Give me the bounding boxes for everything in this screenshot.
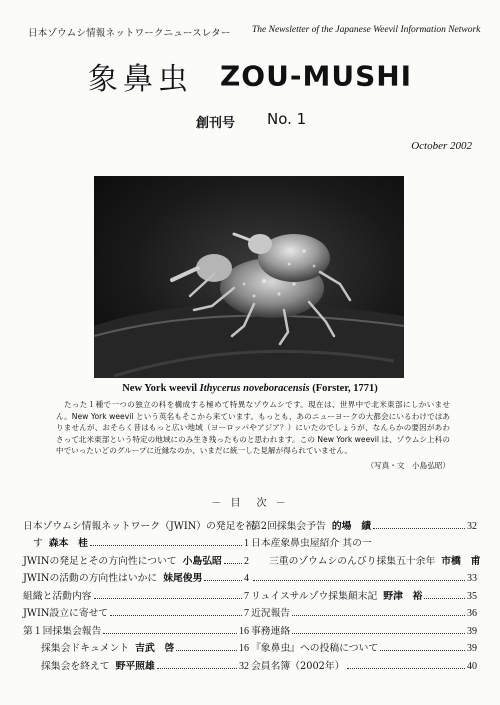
toc-leader-dots <box>224 562 242 564</box>
toc-entry-author: 野平照雄 <box>115 660 155 672</box>
toc-entry-author: 妹尾俊男 <box>163 573 203 584</box>
toc-entry-author: 的場 績 <box>331 520 371 532</box>
toc-entry <box>251 549 481 567</box>
toc-entry-page: 40 <box>467 660 477 672</box>
weevil-illustration <box>94 176 404 378</box>
toc-entry-page: 36 <box>467 608 477 619</box>
toc-leader-dots <box>424 597 465 599</box>
toc-entry <box>23 602 249 620</box>
toc-entry-author: 吉武 啓 <box>135 643 175 654</box>
toc-entry-title: 第2回採集会予告 <box>251 520 326 532</box>
toc-leader-dots <box>103 632 237 634</box>
toc-entry-page: 7 <box>244 590 249 602</box>
toc-entry <box>251 584 477 602</box>
toc-leader-dots <box>380 649 465 651</box>
toc-entry <box>251 532 477 550</box>
toc-entry <box>23 619 249 637</box>
toc-leader-dots <box>204 579 242 581</box>
toc-heading: － 目 次 － <box>211 498 289 509</box>
photo-caption-title <box>0 383 500 394</box>
toc-entry-page: 32 <box>239 660 249 672</box>
title-jp: 象鼻虫 <box>87 62 193 97</box>
toc-entry-author: 小島弘昭 <box>182 555 222 567</box>
toc-leader-dots <box>94 597 242 599</box>
toc-entry-title: 日本ゾウムシ情報ネットワーク（JWIN）の発足を祝 <box>23 520 256 532</box>
toc-leader-dots <box>176 649 237 651</box>
toc-entry-page: 16 <box>239 625 249 637</box>
toc-entry-title: 事務連絡 <box>251 625 291 637</box>
issue-date: October 2002 <box>411 140 472 152</box>
toc-leader-dots <box>157 667 237 669</box>
toc-entry-title: 採集会を終えて <box>41 660 110 672</box>
toc-entry <box>23 514 256 532</box>
toc-entry-author: 野津 裕 <box>383 590 423 602</box>
title-en: ZOU-MUSHI <box>220 59 413 93</box>
masthead <box>0 54 500 98</box>
toc-leader-dots <box>292 632 465 634</box>
photo-credit: （写真・文 小島弘昭） <box>366 461 450 470</box>
toc-entry <box>251 637 477 655</box>
toc-entry <box>251 654 477 672</box>
toc-entry-page: 7 <box>244 608 249 619</box>
toc-entry <box>23 637 249 655</box>
toc-entry <box>251 619 477 637</box>
toc-entry <box>23 532 249 550</box>
toc-left-column <box>23 514 256 672</box>
toc-leader-dots <box>347 667 465 669</box>
toc-entry-author: 森本 桂 <box>48 538 88 549</box>
toc-entry-title: 第１回採集会報告 <box>23 625 102 637</box>
toc-entry-title: 近況報告 <box>251 608 291 619</box>
caption-species: Ithycerus noveboracensis <box>199 383 310 394</box>
toc-entry <box>23 584 249 602</box>
weevil-photo <box>94 176 404 378</box>
toc-entry-page: 39 <box>467 643 477 654</box>
caption-title-suffix: (Forster, 1771) <box>309 383 378 394</box>
newsletter-label-en: The Newsletter of the Japanese Weevil Information Network <box>252 25 481 35</box>
toc-entry-title: JWIN設立に寄せて <box>23 608 109 619</box>
toc-entry-title: JWINの活動の方向性はいかに <box>23 573 158 584</box>
toc-entry-title: す <box>33 538 43 549</box>
toc-leader-dots <box>110 614 242 616</box>
toc-entry-page: 33 <box>467 573 477 584</box>
toc-entry <box>251 567 477 585</box>
toc-entry-title: 組織と活動内容 <box>23 590 92 602</box>
caption-title-prefix: New York weevil <box>122 383 200 394</box>
toc-entry-title: JWINの発足とその方向性について <box>23 555 177 567</box>
toc-leader-dots <box>373 527 465 529</box>
toc-entry-page: 35 <box>467 590 477 602</box>
photo-caption-body: たった１種で一つの独立の科を構成する極めて特異なゾウムシです。現在は、世界中で北米東部にしかいません。New York weevil という英名もそこから来ています。もっとも、あのニューヨークの大都会にいるわけではありませんが、おそらく昔はもっと広い地域（ヨーロッパやアジア？）にいたのでしょうが、なんらかの要因があわさって北米東部という特定の地域にのみ生き残ったものと思われます。この New York weevil は、ゾウムシ上科の中でいったいどのグループに近縁なのか、いまだに統一した見解が得られていません。 <box>56 400 450 455</box>
toc-entry-title: 三重のゾウムシのんびり採集五十余年 <box>269 555 436 567</box>
toc-entry-title: 『象鼻虫』への投稿について <box>251 643 379 654</box>
toc-entry-page: 39 <box>467 625 477 637</box>
toc-entry-title: 日本産象鼻虫屋紹介 其の一 <box>251 538 372 549</box>
toc-entry-page: 2 <box>244 555 249 567</box>
toc-entry-author: 市橋 甫 <box>441 555 481 567</box>
toc-entry-page: 16 <box>239 643 249 654</box>
toc-entry-title: 採集会ドキュメント <box>41 643 130 654</box>
toc-entry-page: 4 <box>244 573 249 584</box>
toc-entry <box>23 549 249 567</box>
newsletter-label-jp: 日本ゾウムシ情報ネットワークニュースレター <box>28 28 231 39</box>
toc-entry-page: 1 <box>244 538 249 549</box>
toc-entry-title: 会員名簿（2002年） <box>251 660 345 672</box>
toc-entry-title: リュイスサルゾウ採集顛末記 <box>251 590 378 602</box>
toc-entry <box>251 514 477 532</box>
toc-leader-dots <box>253 579 465 581</box>
toc-entry <box>251 602 477 620</box>
toc-entry <box>23 654 249 672</box>
toc-leader-dots <box>90 544 242 546</box>
toc-entry-page: 32 <box>467 520 477 532</box>
toc-entry <box>23 567 249 585</box>
toc-leader-dots <box>292 614 465 616</box>
issue-label: 創刊号 <box>196 116 236 131</box>
issue-number: No. 1 <box>267 110 307 128</box>
toc-right-column <box>251 514 481 672</box>
